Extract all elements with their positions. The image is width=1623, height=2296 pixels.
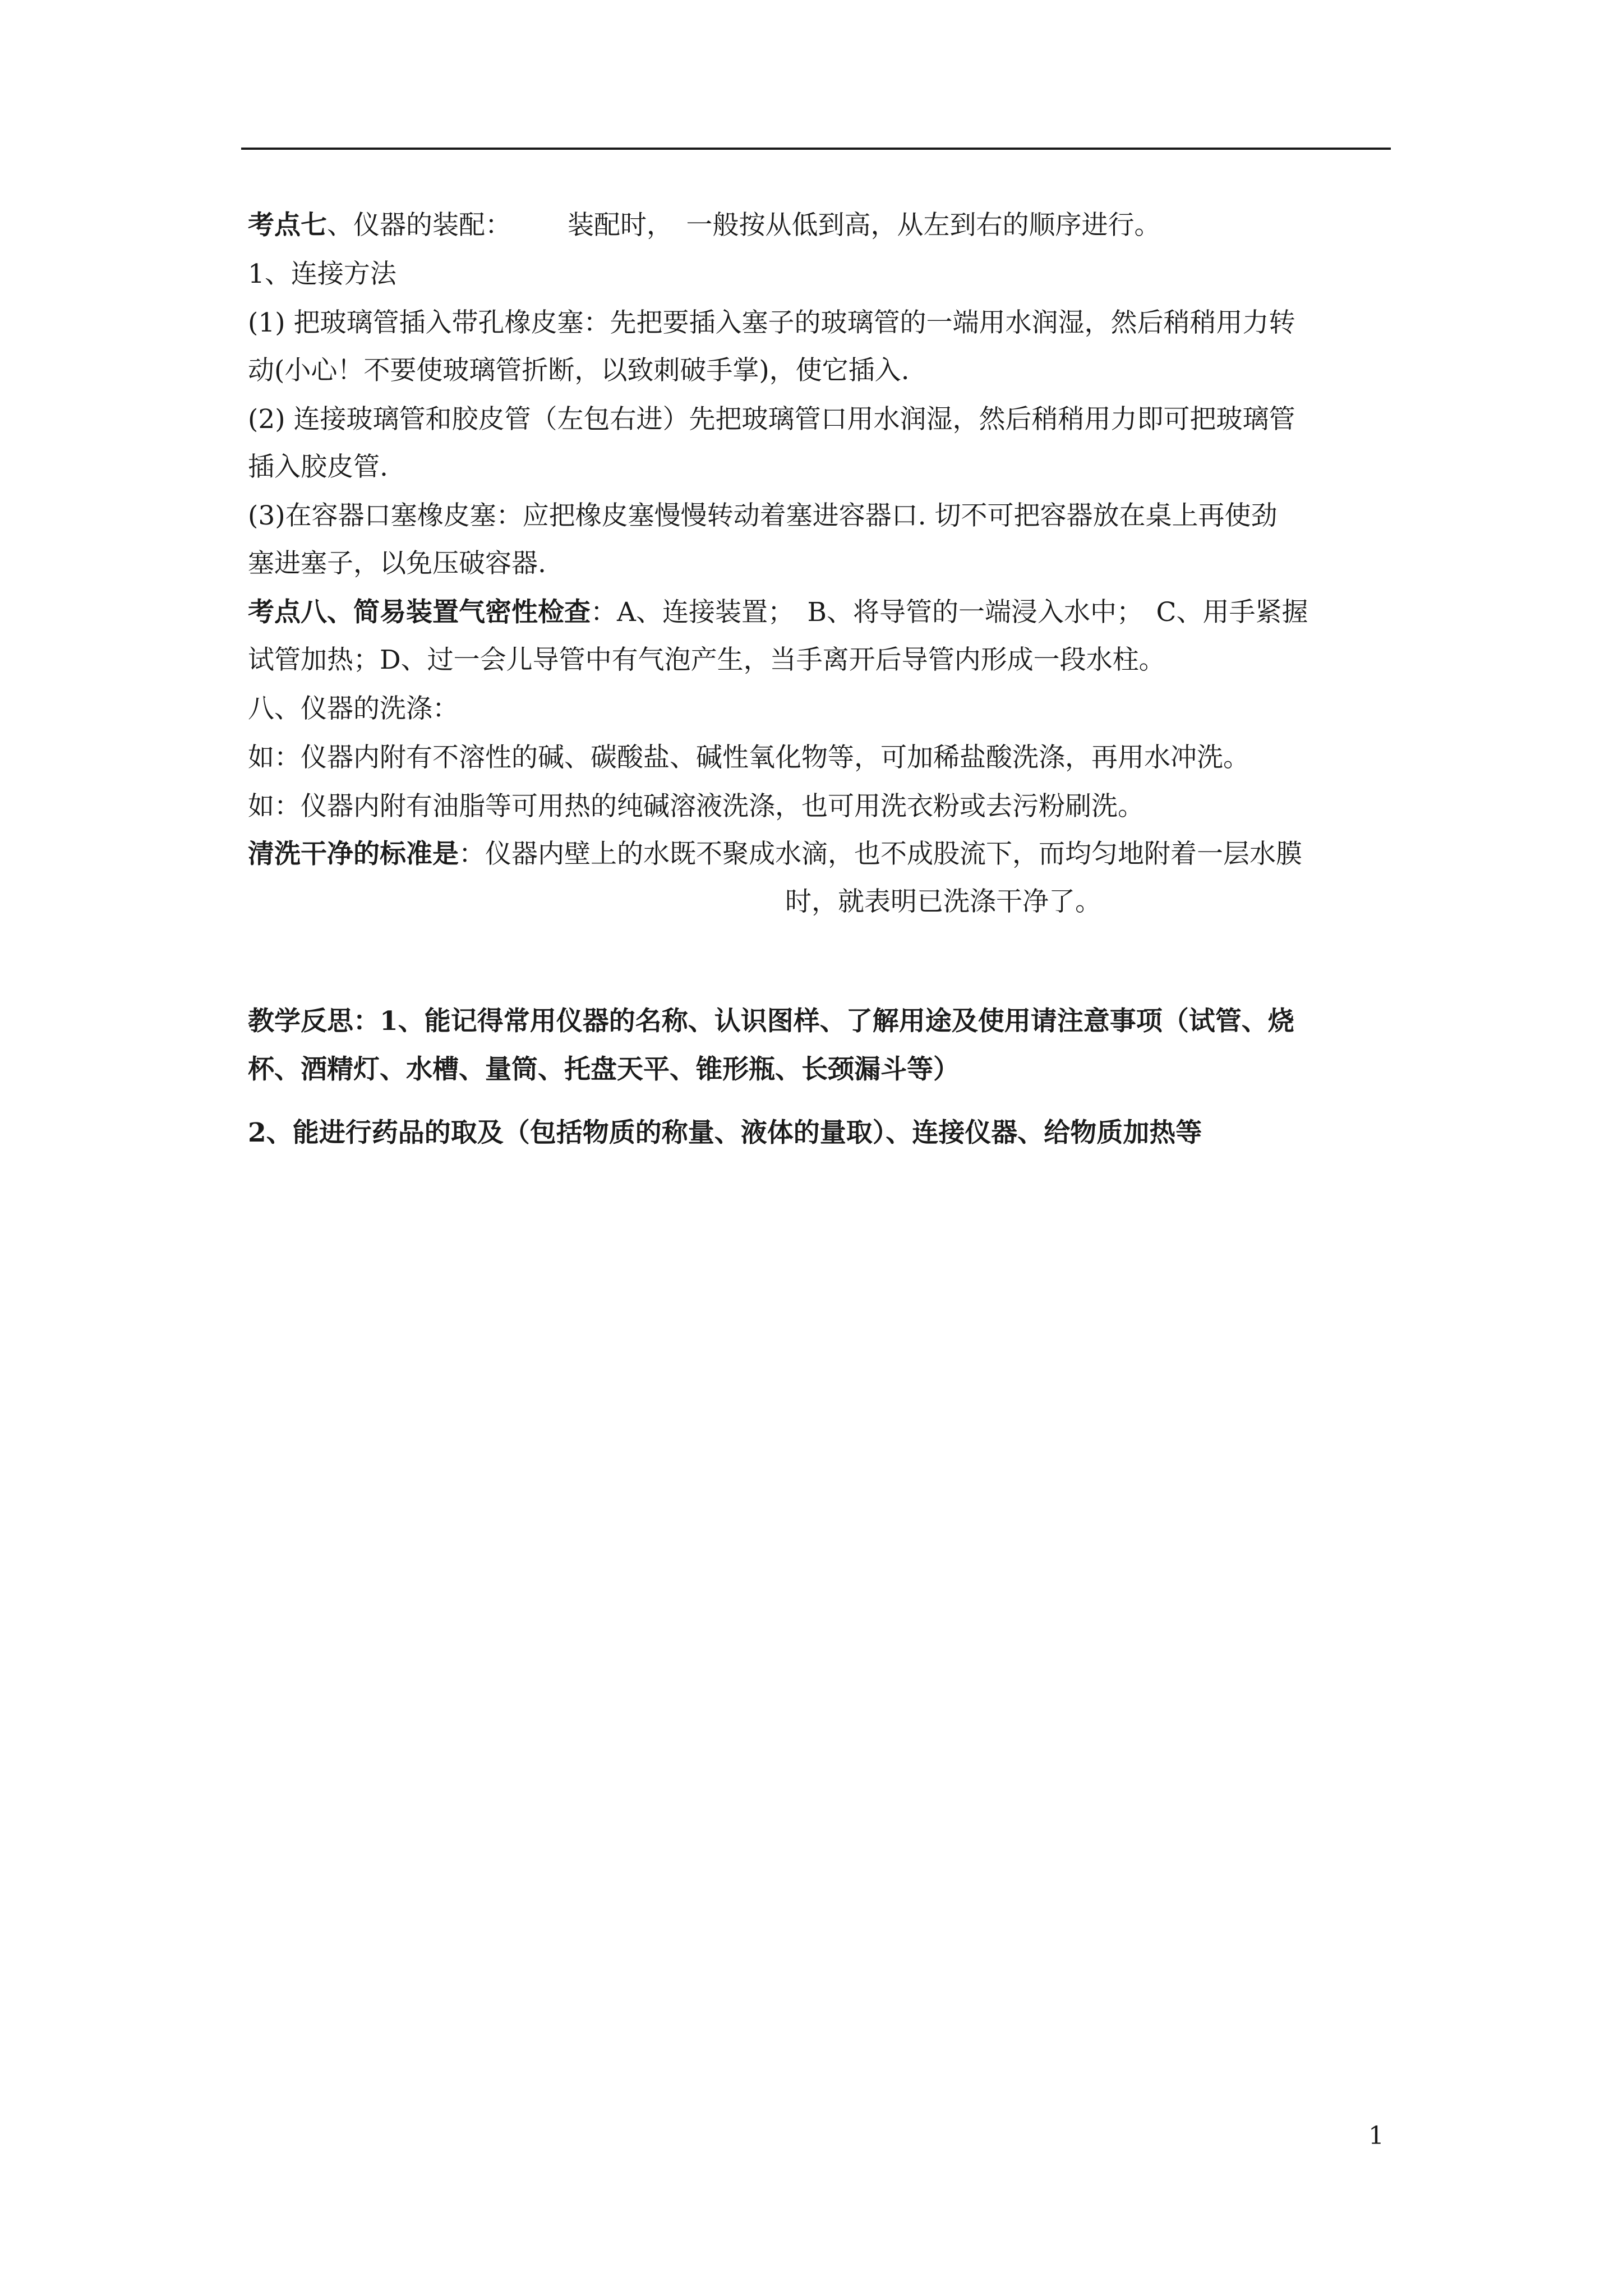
kaodian8-line1 (248, 596, 1392, 629)
wash-line1: 如：仪器内附有不溶性的碱、碳酸盐、碱性氧化物等，可加稀盐酸洗涤，再用水冲洗。 (248, 742, 1249, 773)
kaodian7-label: 、仪器的装配： (327, 210, 511, 241)
clean-standard-line2: 时，就表明已洗涤干净了。 (785, 886, 1101, 917)
reflection-line1: 教学反思：1、能记得常用仪器的名称、认识图样、了解用途及使用请注意事项（试管、烧 (248, 1006, 1294, 1037)
item2-line1: (2) 连接玻璃管和胶皮管（左包右进）先把玻璃管口用水润湿，然后稍稍用力即可把玻璃管 (248, 404, 1295, 435)
clean-standard-title: 清洗干净的标准是 (248, 839, 459, 869)
item1-line1: (1) 把玻璃管插入带孔橡皮塞：先把要插入塞子的玻璃管的一端用水润湿，然后稍稍用力转 (248, 307, 1295, 338)
wash-heading: 八、仪器的洗涤： (248, 693, 459, 724)
kaodian7-desc: 装配时， 一般按从低到高，从左到右的顺序进行。 (568, 210, 1161, 241)
item2-line2: 插入胶皮管. (248, 452, 388, 482)
header-rule (241, 148, 1391, 150)
kaodian7-line (248, 209, 1392, 242)
item3-line2: 塞进塞子，以免压破容器. (248, 548, 546, 579)
reflection-line2: 杯、酒精灯、水槽、量筒、托盘天平、锥形瓶、长颈漏斗等） (248, 1054, 960, 1085)
wash-line2: 如：仪器内附有油脂等可用热的纯碱溶液洗涤，也可用洗衣粉或去污粉刷洗。 (248, 791, 1144, 822)
item1-line2: 动(小心！不要使玻璃管折断，以致刺破手掌)，使它插入. (248, 355, 910, 386)
clean-standard-line1 (248, 838, 1392, 871)
connect-heading: 1、连接方法 (248, 259, 396, 289)
page-number: 1 (1368, 2122, 1384, 2150)
kaodian8-title: 考点八、简易装置气密性检查 (248, 597, 591, 628)
kaodian8-rest: ：A、连接装置； B、将导管的一端浸入水中； C、用手紧握 (591, 597, 1308, 628)
item3-line1: (3)在容器口塞橡皮塞：应把橡皮塞慢慢转动着塞进容器口. 切不可把容器放在桌上再使劲 (248, 500, 1278, 531)
kaodian7-title: 考点七 (248, 210, 327, 241)
kaodian8-line2: 试管加热；D、过一会儿导管中有气泡产生，当手离开后导管内形成一段水柱。 (248, 645, 1165, 675)
clean-standard-rest: ：仪器内壁上的水既不聚成水滴，也不成股流下，而均匀地附着一层水膜 (459, 839, 1302, 869)
reflection-line3: 2、能进行药品的取及（包括物质的称量、液体的量取）、连接仪器、给物质加热等 (248, 1117, 1202, 1148)
